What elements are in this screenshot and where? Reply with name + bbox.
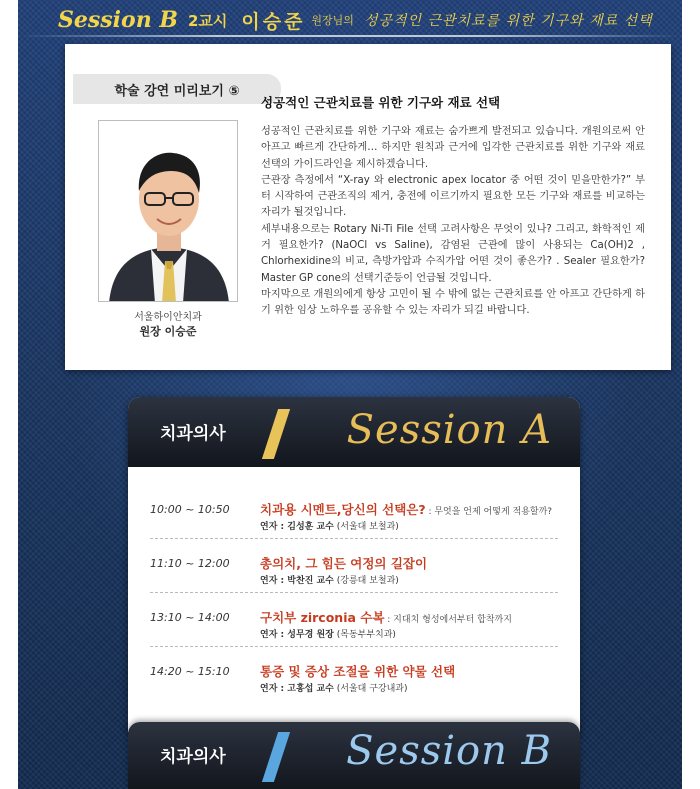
session-a-role: 치과의사 bbox=[160, 424, 226, 444]
talk-title bbox=[260, 500, 552, 518]
talk-speaker bbox=[260, 627, 396, 640]
session-b-header bbox=[128, 722, 580, 789]
banner-session: Session B bbox=[58, 7, 178, 33]
lecture-paragraph: 근관장 측정에서 “X-ray 와 electronic apex locator 중 어떤 것이 믿을만한가?” 부터 시작하여 근관조직의 제거, 충전에 이르기까지 필요한 모든 기구와 재료를 비교하는 자리가 될것입니다. bbox=[261, 174, 645, 219]
slash-divider-icon bbox=[262, 732, 290, 782]
talk-time: 11:10 ~ 12:00 bbox=[150, 557, 230, 570]
talk-subtitle: : 무엇을 언제 어떻게 적용할까? bbox=[425, 507, 553, 517]
talk-title-text: 치과용 시멘트,당신의 선택은? bbox=[260, 502, 426, 517]
talk-title-text: 통증 및 증상 조절을 위한 약물 선택 bbox=[260, 664, 456, 679]
banner-rule bbox=[18, 35, 682, 37]
speaker-label: 연자 : bbox=[260, 522, 288, 532]
table-row bbox=[128, 647, 580, 701]
speaker-label: 연자 : bbox=[260, 576, 288, 586]
session-schedule bbox=[128, 397, 580, 789]
table-row bbox=[128, 539, 580, 593]
lecture-title: 성공적인 근관치료를 위한 기구와 재료 선택 bbox=[261, 95, 501, 110]
lecture-paragraph: 세부내용으로는 Rotary Ni-Ti File 선택 고려사항은 무엇이 있나? 그리고, 화학적인 제거 필요한가? (NaOCl vs Saline), 감염된 근관에 많이 사용되는 Ca(OH)2 , Chlorhexidine의 비교, 측방가압과 수직가압 어떤 것이 좋은가? . Sealer 필요한가? Master GP cone의 선택기준등이 언급될 것입니다. bbox=[261, 223, 645, 284]
banner-period: 2교시 bbox=[187, 11, 228, 30]
session-a-rows bbox=[128, 485, 580, 701]
talk-speaker bbox=[260, 573, 399, 586]
session-banner bbox=[18, 0, 682, 40]
lecture-paragraph: 마지막으로 개원의에게 항상 고민이 될 수 밖에 없는 근관치료를 안 아프고 간단하게 하기 위한 임상 노하우를 공유할 수 있는 자리가 되길 바랍니다. bbox=[261, 288, 645, 317]
speaker-name-text: 고홍섭 교수 bbox=[287, 684, 334, 694]
lecture-paragraph: 성공적인 근관치료를 위한 기구와 재료는 숨가쁘게 발전되고 있습니다. 개원의로써 안아프고 빠르게 간단하게… 하지만 원칙과 근거에 입각한 근관치료를 위한 기구와 재료선택의 가이드라인을 제시하겠습니다. bbox=[261, 126, 645, 170]
speaker-photo bbox=[98, 120, 238, 302]
speaker-hospital: 서울하이안치과 bbox=[134, 312, 202, 323]
banner-role: 원장님의 bbox=[311, 14, 354, 27]
speaker-affiliation: (서울대 구강내과) bbox=[336, 684, 408, 694]
banner-topic: 성공적인 근관치료를 위한 기구와 재료 선택 bbox=[363, 13, 653, 29]
talk-time: 14:20 ~ 15:10 bbox=[150, 665, 230, 678]
speaker-name-text: 성무경 원장 bbox=[287, 630, 334, 640]
talk-subtitle: : 지대치 형성에서부터 합착까지 bbox=[384, 615, 512, 625]
page-background bbox=[18, 0, 682, 789]
preview-tag: 학술 강연 미리보기 ⑤ bbox=[73, 74, 281, 104]
lecture-body bbox=[261, 124, 645, 320]
talk-title bbox=[260, 608, 512, 626]
session-b-role: 치과의사 bbox=[160, 747, 226, 767]
session-b-label: Session B bbox=[346, 728, 552, 774]
speaker-name: 원장 이승준 bbox=[139, 325, 197, 338]
session-a-panel bbox=[128, 397, 580, 732]
talk-title bbox=[260, 662, 455, 680]
speaker-affiliation: (강릉대 보철과) bbox=[336, 576, 399, 586]
talk-time: 10:00 ~ 10:50 bbox=[150, 503, 230, 516]
talk-time: 13:10 ~ 14:00 bbox=[150, 611, 230, 624]
speaker-affiliation: (목동부부치과) bbox=[336, 630, 396, 640]
speaker-label: 연자 : bbox=[260, 630, 288, 640]
talk-speaker bbox=[260, 681, 408, 694]
talk-title-text: 총의치, 그 힘든 여정의 길잡이 bbox=[260, 556, 428, 571]
slash-divider-icon bbox=[262, 409, 290, 459]
table-row bbox=[128, 485, 580, 539]
banner-speaker: 이승준 bbox=[241, 10, 306, 33]
talk-title-text: 구치부 zirconia 수복 bbox=[260, 610, 385, 625]
talk-title bbox=[260, 554, 427, 572]
speaker-portrait-icon bbox=[99, 121, 238, 302]
speaker-name-text: 박찬진 교수 bbox=[287, 576, 334, 586]
speaker-name-text: 김성훈 교수 bbox=[287, 522, 334, 532]
talk-speaker bbox=[260, 519, 399, 532]
speaker-affiliation: (서울대 보철과) bbox=[336, 522, 399, 532]
session-a-label: Session A bbox=[346, 407, 552, 453]
table-row bbox=[128, 593, 580, 647]
lecture-preview-card bbox=[65, 44, 671, 370]
speaker-label: 연자 : bbox=[260, 684, 288, 694]
session-a-header bbox=[128, 397, 580, 467]
